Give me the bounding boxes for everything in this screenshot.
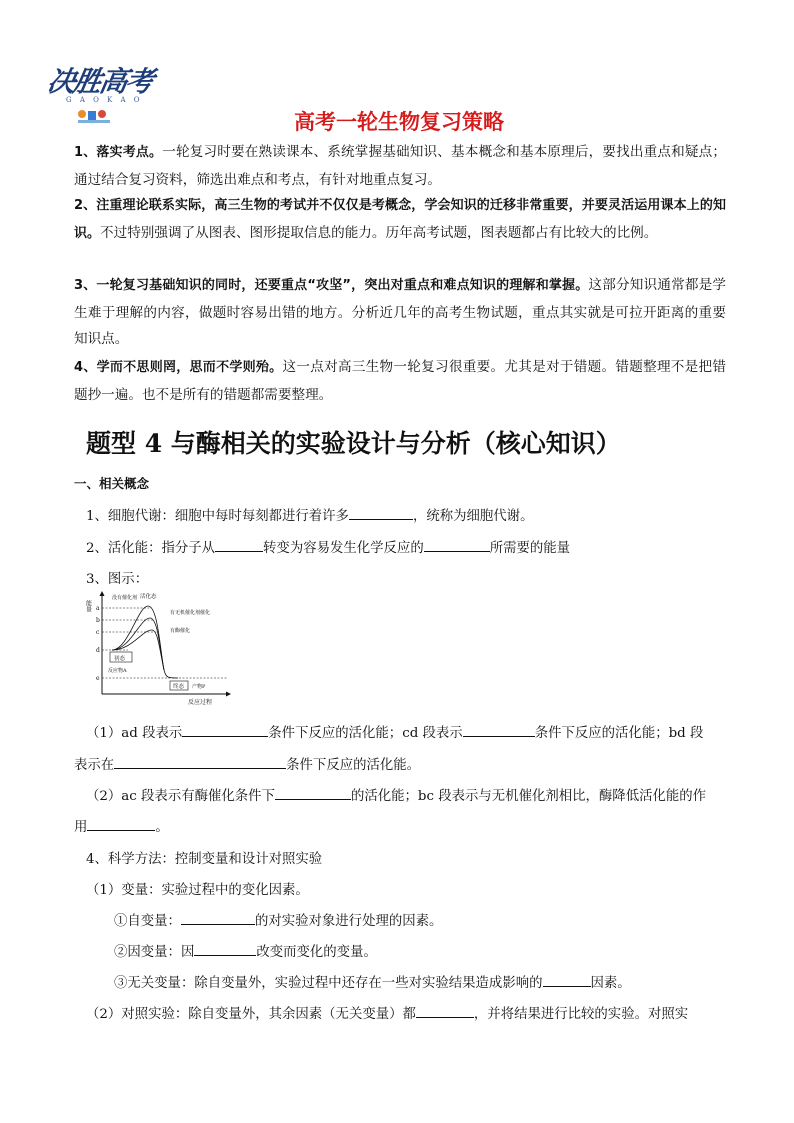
label-inorganic: 有无机催化剂催化 [170,610,211,616]
blank [181,910,255,925]
blank [416,1003,474,1018]
tick-e: e [96,675,100,682]
control-experiment: （2）对照实验：除自变量外，其余因素（无关变量）都 ，并将结果进行比较的实验。对照实 [86,1003,688,1022]
strategy-3: 3、一轮复习基础知识的同时，还要重点“攻坚”，突出对重点和难点知识的理解和掌握。这部分知识通常都是学生难于理解的内容，做题时容易出错的地方。分析近几年的高考生物试题，重点其实就是可拉开距离的重要知识点。 [74,277,726,347]
label-activated: 活化态 [140,594,157,600]
tick-b: b [96,617,100,624]
blank [182,722,268,737]
independent-variable: ①自变量： 的对实验对象进行处理的因素。 [114,910,442,929]
label-final: 终态 [173,684,185,690]
diagram-xlabel: 反应过程 [188,699,213,706]
blank [349,505,413,520]
question-1-line2: 表示在 条件下反应的活化能。 [74,754,420,773]
question-2-line2: 用 。 [74,816,169,835]
blank [424,537,490,552]
strategy-1: 1、落实考点。一轮复习时要在熟读课本、系统掌握基础知识、基本概念和基本原理后，要找出重点和疑点；通过结合复习资料，筛选出难点和考点，有针对地重点复习。 [74,144,727,188]
item-3: 3、图示： [86,572,149,587]
question-2-line1: （2）ac 段表示有酶催化条件下 的活化能；bc 段表示与无机催化剂相比，酶降低活化能的作 [86,785,706,804]
strategy-4: 4、学而不思则罔，思而不学则殆。这一点对高三生物一轮复习很重要。尤其是对于错题。错题整理不是把错题抄一遍。也不是所有的错题都需要整理。 [74,359,727,403]
label-no-catalyst: 没有催化剂 [112,595,138,601]
question-type-heading: 题型 4 与酶相关的实验设计与分析（核心知识） [86,429,621,458]
label-enzyme: 有酶催化 [170,628,191,634]
page-title: 高考一轮生物复习策略 [294,110,504,134]
tick-a: a [96,605,100,612]
logo-subtext: G A O K A O [66,96,143,104]
item-4: 4、科学方法：控制变量和设计对照实验 [86,852,323,867]
blank [114,754,286,769]
blank [275,785,351,800]
tick-c: c [96,629,100,636]
label-product: 产物P [192,684,206,690]
activation-energy-diagram [84,590,234,708]
question-1-line1: （1）ad 段表示 条件下反应的活化能；cd 段表示 条件下反应的活化能；bd 段 [86,722,703,741]
blank [87,816,155,831]
item-2: 2、活化能：指分子从 转变为容易发生化学反应的 所需要的能量 [86,537,570,556]
blank [194,941,256,956]
variable-definition: （1）变量：实验过程中的变化因素。 [86,883,309,898]
section-heading: 一、相关概念 [74,476,150,491]
item-1: 1、细胞代谢：细胞中每时每刻都进行着许多 ，统称为细胞代谢。 [86,505,533,524]
irrelevant-variable: ③无关变量：除自变量外，实验过程中还存在一些对实验结果造成影响的 因素。 [114,972,631,991]
blank [463,722,535,737]
blank [215,537,263,552]
dependent-variable: ②因变量：因 改变而变化的变量。 [114,941,377,960]
strategy-2: 2、注重理论联系实际，高三生物的考试并不仅仅是考概念，学会知识的迁移非常重要，并要灵活运用课本上的知识。不过特别强调了从图表、图形提取信息的能力。历年高考试题，图表题都占有比较大的比例。 [74,198,726,241]
blank [543,972,591,987]
logo-text: 决胜高考 [44,65,155,98]
label-reactant: 反应物A [108,668,127,674]
diagram-ylabel: 能量 [84,600,92,612]
label-initial: 初态 [114,656,126,662]
tick-d: d [96,647,100,654]
